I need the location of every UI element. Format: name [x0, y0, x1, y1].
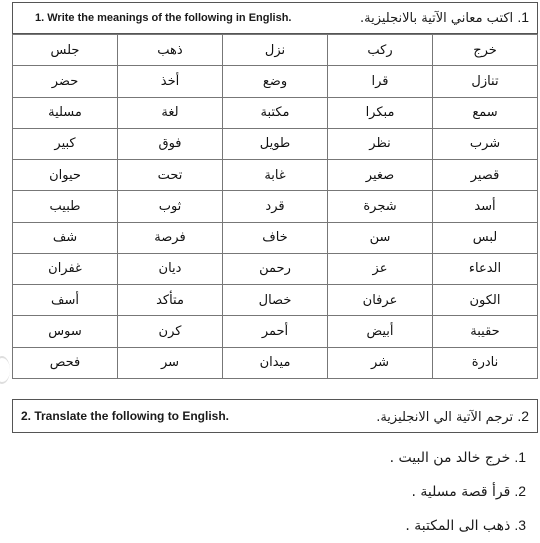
- vocab-row: [13, 35, 538, 66]
- vocab-word: كرن: [118, 316, 223, 347]
- question-1-header: [12, 2, 538, 34]
- sentence-item: [126, 440, 526, 474]
- question-2-arabic: [376, 408, 529, 425]
- vocab-word: عز: [328, 253, 433, 284]
- vocab-word: فحص: [13, 347, 118, 378]
- question-1-number: 1.: [517, 9, 529, 25]
- vocab-word: الدعاء: [433, 253, 538, 284]
- vocab-word: أحمر: [223, 316, 328, 347]
- sentence-list: [126, 440, 526, 542]
- vocab-word: خرج: [433, 35, 538, 66]
- vocab-word: أخذ: [118, 66, 223, 97]
- sentence-item: [126, 474, 526, 508]
- vocab-word: لغة: [118, 97, 223, 128]
- vocab-word: متأكد: [118, 285, 223, 316]
- vocab-word: خاف: [223, 222, 328, 253]
- vocab-word: ديان: [118, 253, 223, 284]
- vocab-word: أبيض: [328, 316, 433, 347]
- question-2-header: [12, 399, 538, 433]
- vocab-word: شر: [328, 347, 433, 378]
- question-2-english: 2. Translate the following to English.: [21, 409, 230, 423]
- sentence-number: 1.: [514, 449, 526, 465]
- sentence-text: خرج خالد من البيت .: [389, 450, 511, 466]
- vocab-word: حيوان: [13, 160, 118, 191]
- question-1-arabic-text: اكتب معاني الآتية بالانجليزية.: [359, 11, 514, 26]
- vocab-row: [13, 347, 538, 378]
- vocab-row: [13, 66, 538, 97]
- vocab-word: طبيب: [13, 191, 118, 222]
- vocab-word: تحت: [118, 160, 223, 191]
- vocab-word: ذهب: [118, 35, 223, 66]
- sentence-number: 3.: [514, 517, 526, 533]
- vocab-word: طويل: [223, 128, 328, 159]
- vocab-word: شف: [13, 222, 118, 253]
- vocab-word: غفران: [13, 253, 118, 284]
- vocab-word: نادرة: [433, 347, 538, 378]
- vocab-word: ركب: [328, 35, 433, 66]
- vocab-word: فرصة: [118, 222, 223, 253]
- question-2-number: 2.: [517, 408, 529, 424]
- vocab-word: تنازل: [433, 66, 538, 97]
- vocab-word: سر: [118, 347, 223, 378]
- vocab-word: غابة: [223, 160, 328, 191]
- vocab-row: [13, 222, 538, 253]
- vocab-word: الكون: [433, 285, 538, 316]
- vocab-word: ثوب: [118, 191, 223, 222]
- vocab-row: [13, 253, 538, 284]
- vocab-word: سوس: [13, 316, 118, 347]
- question-2-arabic-text: ترجم الآتية الي الانجليزية.: [376, 410, 514, 425]
- vocab-word: ميدان: [223, 347, 328, 378]
- vocab-word: أسف: [13, 285, 118, 316]
- vocab-word: نظر: [328, 128, 433, 159]
- question-1-arabic: [360, 9, 529, 26]
- question-1-english: 1. Write the meanings of the following in English.: [35, 12, 292, 24]
- vocab-word: قصير: [433, 160, 538, 191]
- vocab-word: فوق: [118, 128, 223, 159]
- vocab-row: [13, 160, 538, 191]
- vocab-word: حقيبة: [433, 316, 538, 347]
- vocab-row: [13, 285, 538, 316]
- vocab-word: سن: [328, 222, 433, 253]
- vocab-word: صغير: [328, 160, 433, 191]
- vocab-word: حضر: [13, 66, 118, 97]
- vocab-word: مبكرا: [328, 97, 433, 128]
- vocab-word: نزل: [223, 35, 328, 66]
- page-smudge: [0, 356, 10, 384]
- vocabulary-table: [12, 34, 538, 379]
- vocab-word: أسد: [433, 191, 538, 222]
- sentence-number: 2.: [514, 483, 526, 499]
- vocab-word: قرد: [223, 191, 328, 222]
- vocab-word: شرب: [433, 128, 538, 159]
- sentence-text: قرأ قصة مسلية .: [411, 484, 511, 500]
- vocab-word: مكتبة: [223, 97, 328, 128]
- vocab-word: خصال: [223, 285, 328, 316]
- vocab-word: جلس: [13, 35, 118, 66]
- vocab-word: عرفان: [328, 285, 433, 316]
- vocab-row: [13, 316, 538, 347]
- vocab-word: شجرة: [328, 191, 433, 222]
- vocab-row: [13, 128, 538, 159]
- vocab-row: [13, 97, 538, 128]
- vocab-word: مسلية: [13, 97, 118, 128]
- vocab-word: رحمن: [223, 253, 328, 284]
- sentence-text: ذهب الى المكتبة .: [405, 518, 511, 534]
- vocab-row: [13, 191, 538, 222]
- vocab-word: وضع: [223, 66, 328, 97]
- vocab-word: لبس: [433, 222, 538, 253]
- vocab-word: سمع: [433, 97, 538, 128]
- vocab-word: قرا: [328, 66, 433, 97]
- vocab-word: كبير: [13, 128, 118, 159]
